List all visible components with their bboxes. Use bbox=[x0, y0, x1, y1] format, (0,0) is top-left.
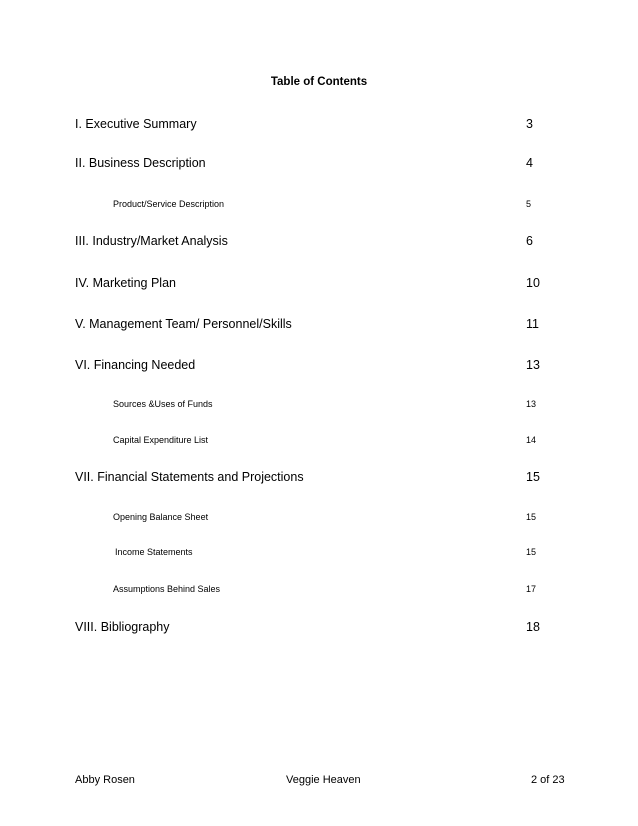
toc-entry-business-description bbox=[0, 156, 638, 174]
toc-subentry-capital-expenditure-list bbox=[0, 435, 638, 453]
toc-entry-label: VIII. Bibliography bbox=[75, 620, 170, 634]
toc-subentry-product-service-description bbox=[0, 199, 638, 217]
toc-entry-label: IV. Marketing Plan bbox=[75, 276, 176, 290]
toc-entry-marketing-plan bbox=[0, 276, 638, 294]
footer-page-number: 2 of 23 bbox=[531, 774, 565, 786]
toc-entry-page: 15 bbox=[526, 512, 537, 522]
toc-entry-label: VII. Financial Statements and Projections bbox=[75, 470, 304, 484]
toc-entry-management-team bbox=[0, 317, 638, 335]
toc-entry-page: 18 bbox=[526, 620, 540, 634]
toc-entry-page: 6 bbox=[526, 234, 533, 248]
toc-entry-page: 10 bbox=[526, 276, 540, 290]
toc-subentry-income-statements bbox=[0, 547, 638, 565]
toc-entry-page: 14 bbox=[526, 435, 537, 445]
toc-entry-page: 15 bbox=[526, 547, 537, 557]
toc-entry-page: 5 bbox=[526, 199, 532, 209]
toc-entry-financial-statements bbox=[0, 470, 638, 488]
footer-project-title: Veggie Heaven bbox=[286, 774, 361, 786]
toc-entry-page: 3 bbox=[526, 117, 533, 131]
toc-entry-label: VI. Financing Needed bbox=[75, 358, 196, 372]
toc-entry-label: Product/Service Description bbox=[113, 199, 225, 209]
toc-subentry-sources-uses-of-funds bbox=[0, 399, 638, 417]
toc-entry-label: III. Industry/Market Analysis bbox=[75, 234, 228, 248]
toc-entry-page: 11 bbox=[526, 317, 539, 331]
toc-entry-bibliography bbox=[0, 620, 638, 638]
toc-entry-page: 13 bbox=[526, 358, 540, 372]
toc-entry-label: Sources &Uses of Funds bbox=[113, 399, 213, 409]
toc-subentry-assumptions-behind-sales bbox=[0, 584, 638, 602]
toc-entry-financing-needed bbox=[0, 358, 638, 376]
toc-entry-industry-market-analysis bbox=[0, 234, 638, 252]
toc-subentry-opening-balance-sheet bbox=[0, 512, 638, 530]
toc-entry-label: Capital Expenditure List bbox=[113, 435, 209, 445]
toc-entry-label: I. Executive Summary bbox=[75, 117, 197, 131]
toc-entry-page: 15 bbox=[526, 470, 540, 484]
toc-entry-executive-summary bbox=[0, 117, 638, 135]
toc-entry-label: Opening Balance Sheet bbox=[113, 512, 209, 522]
toc-entry-label: II. Business Description bbox=[75, 156, 206, 170]
toc-title: Table of Contents bbox=[270, 76, 368, 88]
toc-entry-page: 13 bbox=[526, 399, 537, 409]
footer-author: Abby Rosen bbox=[75, 774, 135, 786]
toc-entry-page: 4 bbox=[526, 156, 533, 170]
toc-entry-page: 17 bbox=[526, 584, 537, 594]
toc-entry-label: Income Statements bbox=[115, 547, 193, 557]
toc-entry-label: Assumptions Behind Sales bbox=[113, 584, 221, 594]
toc-entry-label: V. Management Team/ Personnel/Skills bbox=[75, 317, 292, 331]
